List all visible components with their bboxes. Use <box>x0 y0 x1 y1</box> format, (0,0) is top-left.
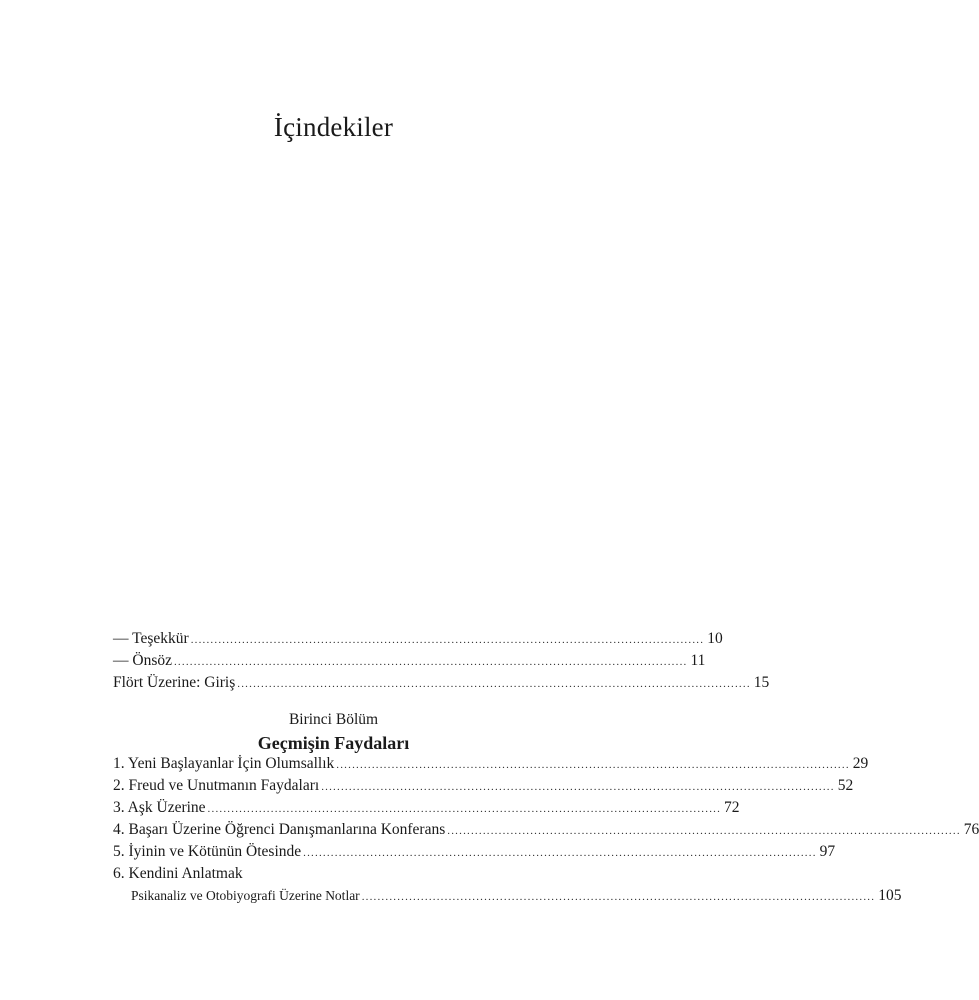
leader-dots: .................................................................................................................................. <box>303 847 817 859</box>
toc-subentry[interactable] <box>113 885 902 907</box>
toc-entry-page: 29 <box>852 755 869 772</box>
leader-dots: .................................................................................................................................. <box>447 825 961 837</box>
toc-entry-chapter-3[interactable] <box>113 797 740 819</box>
leader-dots: .................................................................................................................................. <box>336 759 850 771</box>
toc-entry-page: 15 <box>753 674 770 691</box>
page-title: İçindekiler <box>273 112 394 142</box>
chapter-list <box>113 753 979 907</box>
toc-entry-preface[interactable] <box>113 650 706 672</box>
toc-entry-label: Psikanaliz ve Otobiyografi Üzerine Notlar <box>131 888 360 903</box>
leader-dots: .................................................................................................................................. <box>321 781 835 793</box>
toc-entry-page: 11 <box>690 652 706 669</box>
toc-entry-label: 1. Yeni Başlayanlar İçin Olumsallık <box>113 755 335 772</box>
leader-dots: .................................................................................................................................. <box>173 656 688 668</box>
leader-dots: .................................................................................................................................. <box>361 891 876 903</box>
toc-entry-label: 5. İyinin ve Kötünün Ötesinde <box>113 843 302 860</box>
section-title: Geçmişin Faydaları <box>257 733 410 753</box>
toc-entry-page: 105 <box>878 887 902 904</box>
toc-entry-page: 10 <box>707 630 723 647</box>
toc-entry-label: — Teşekkür <box>113 630 189 647</box>
toc-entry-page: 52 <box>837 777 854 794</box>
front-matter-list <box>113 628 770 694</box>
toc-entry-page: 76 <box>963 821 979 838</box>
toc-entry-chapter-4[interactable] <box>113 819 979 841</box>
toc-entry-label: Flört Üzerine: Giriş <box>113 674 236 691</box>
toc-entry-introduction[interactable] <box>113 672 770 694</box>
toc-entry-label: — Önsöz <box>113 652 172 669</box>
toc-entry-chapter-1[interactable] <box>113 753 869 775</box>
leader-dots: .................................................................................................................................. <box>190 634 705 646</box>
toc-entry-label: 4. Başarı Üzerine Öğrenci Danışmanlarına Konferans <box>113 821 446 838</box>
section-label: Birinci Bölüm <box>288 711 379 728</box>
toc-entry-label: 6. Kendini Anlatmak <box>113 865 243 882</box>
toc-entry-page: 72 <box>724 799 740 816</box>
toc-entry-label: 3. Aşk Üzerine <box>113 799 206 816</box>
toc-entry-page: 97 <box>819 843 836 860</box>
toc-entry-chapter-6[interactable] <box>113 863 580 885</box>
toc-entry-chapter-2[interactable] <box>113 775 854 797</box>
toc-entry-acknowledgements[interactable] <box>113 628 723 650</box>
toc-entry-label: 2. Freud ve Unutmanın Faydaları <box>113 777 320 794</box>
toc-entry-chapter-5[interactable] <box>113 841 836 863</box>
leader-dots: .................................................................................................................................. <box>207 803 722 815</box>
leader-dots: .................................................................................................................................. <box>237 678 751 690</box>
